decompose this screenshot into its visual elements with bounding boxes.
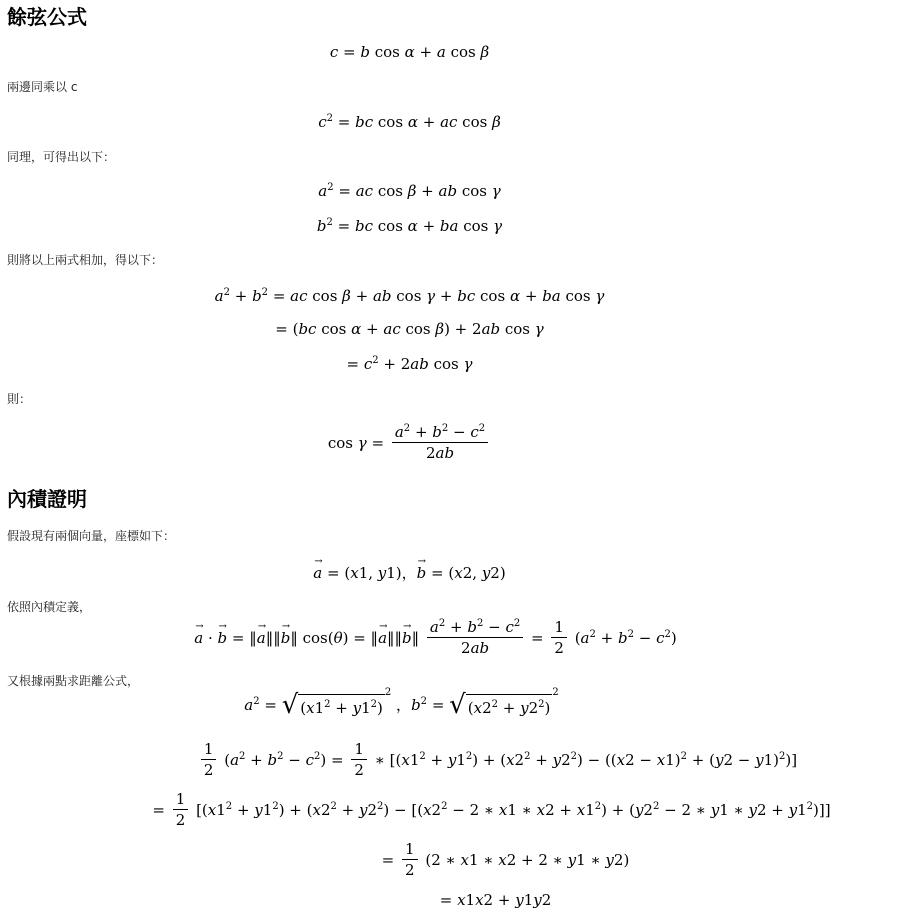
fraction: $\frac{a^2 + b^2 - c^2}{2ab}$ xyxy=(427,618,523,657)
square-root: √ $(x1^2 + y1^2)^2$ xyxy=(281,687,392,720)
text-dot-product-definition: 依照內積定義， xyxy=(7,600,92,614)
equation-expand-line-2: = $\frac{1}{2}$ [$(x1^2 + y1^2) + (x2^2 + y2^2) - [(x2^2 - 2$ ∗ x1 ∗ $x2 + x1^2) + (y2^2 - 2$ ∗ y1 ∗ $y2 + y1^2$)]] xyxy=(152,790,831,829)
equation-expand-line-1: $\frac{1}{2}$ $(a^2 + b^2 - c^2)$ = $\frac{1}{2}$ ∗ $[(x1^2 + y1^2) + (x2^2 + y2^2) - ((x2 - x1)^2 + (y2 - y1)^2)]$ xyxy=(88,740,907,779)
equation-result: = x1x2 + y1y2 xyxy=(439,891,552,909)
text-add-two-equations: 則將以上兩式相加，得以下： xyxy=(7,253,164,267)
fraction-one-half: $\frac{1}{2}$ xyxy=(173,790,189,829)
equation-distance: $a^2$ = √ $(x1^2 + y1^2)^2$ ，$b^2$ = √ $(x2^2 + y2^2)^2$ xyxy=(244,687,559,720)
text-multiply-both-sides: 兩邊同乘以 c xyxy=(7,80,78,94)
equation-sum-line-2: = (bc cos α + ac cos β) + 2ab cos γ xyxy=(275,320,544,338)
fraction-one-half: $\frac{1}{2}$ xyxy=(351,740,367,779)
equation-sum-line-3: = $c^2 + 2ab$ cos γ xyxy=(346,355,473,373)
text-then: 則： xyxy=(7,392,32,406)
equation-c-projection: c = b cos α + a cos β xyxy=(329,43,490,61)
equation-a-squared: $a^2$ = ac cos β + ab cos γ xyxy=(318,182,501,200)
text-assume-two-vectors: 假設現有兩個向量，座標如下： xyxy=(7,529,176,543)
heading-law-of-cosines: 餘弦公式 xyxy=(7,5,87,29)
heading-dot-product-proof: 內積證明 xyxy=(7,487,87,511)
equation-b-squared: $b^2$ = bc cos α + ba cos γ xyxy=(316,217,503,235)
equation-cos-gamma: cos γ = $\frac{a^2 + b^2 - c^2}{2ab}$ xyxy=(0,423,819,462)
fraction-one-half: $\frac{1}{2}$ xyxy=(551,618,567,657)
equation-sum-line-1: $a^2 + b^2$ = ac cos β + ab cos γ + bc cos α + ba cos γ xyxy=(214,287,605,305)
text-similarly: 同理，可得出以下： xyxy=(7,150,116,164)
fraction-one-half: $\frac{1}{2}$ xyxy=(402,840,418,879)
equation-expand-line-3: = $\frac{1}{2}$ (2 ∗ x1 ∗ x2 + 2 ∗ y1 ∗ y2) xyxy=(381,840,630,879)
square-root: √ $(x2^2 + y2^2)^2$ xyxy=(449,687,559,720)
text-distance-formula: 又根據兩點求距離公式， xyxy=(7,674,140,688)
fraction-one-half: $\frac{1}{2}$ xyxy=(201,740,217,779)
equation-vectors: → a = (x1, y1)，→ b = (x2, y2) xyxy=(0,563,819,583)
fraction: $\frac{a^2 + b^2 - c^2}{2ab}$ xyxy=(392,423,488,462)
equation-c-squared: $c^2$ = bc cos α + ac cos β xyxy=(318,113,501,131)
equation-dot-product: → a · → b = ‖→ a‖‖→ b‖ cos(θ) = ‖→ a‖‖→ b‖ $\frac{a^2 + b^2 - c^2}{2ab}$ = $\frac{1}{2}$ $(a^2 + b^2 - c^2)$ xyxy=(26,618,845,657)
